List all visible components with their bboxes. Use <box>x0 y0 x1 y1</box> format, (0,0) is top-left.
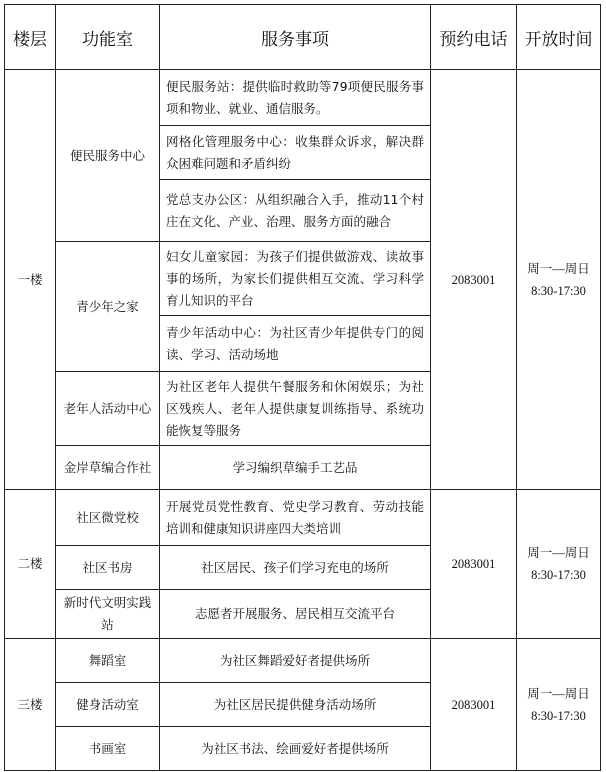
header-hours: 开放时间 <box>517 5 601 70</box>
floor-cell: 三楼 <box>5 639 56 771</box>
header-phone: 预约电话 <box>431 5 517 70</box>
hours-cell: 周一—周日 8:30-17:30 <box>517 70 601 490</box>
service-cell: 青少年活动中心：为社区青少年提供专门的阅读、学习、活动场地 <box>160 316 431 372</box>
service-cell: 妇女儿童家园：为孩子们提供做游戏、读故事事的场所，为家长们提供相互交流、学习科学育儿知识的平台 <box>160 242 431 316</box>
room-cell: 青少年之家 <box>56 242 160 372</box>
phone-cell: 2083001 <box>431 70 517 490</box>
room-cell: 便民服务中心 <box>56 70 160 242</box>
room-cell: 老年人活动中心 <box>56 372 160 446</box>
service-cell: 为社区书法、绘画爱好者提供场所 <box>160 727 431 771</box>
service-cell: 学习编织草编手工艺品 <box>160 446 431 490</box>
header-row <box>5 5 601 70</box>
room-cell: 社区微党校 <box>56 490 160 546</box>
service-schedule-table <box>4 4 601 771</box>
service-cell: 为社区居民提供健身活动场所 <box>160 683 431 727</box>
service-cell: 网格化管理服务中心：收集群众诉求，解决群众困难问题和矛盾纠纷 <box>160 126 431 180</box>
table-row <box>5 639 601 683</box>
hours-cell: 周一—周日 8:30-17:30 <box>517 639 601 771</box>
service-cell: 开展党员党性教育、党史学习教育、劳动技能培训和健康知识讲座四大类培训 <box>160 490 431 546</box>
hours-cell: 周一—周日 8:30-17:30 <box>517 490 601 639</box>
room-cell: 社区书房 <box>56 546 160 590</box>
service-cell: 社区居民、孩子们学习充电的场所 <box>160 546 431 590</box>
table-row <box>5 70 601 126</box>
phone-cell: 2083001 <box>431 639 517 771</box>
floor-cell: 一楼 <box>5 70 56 490</box>
service-cell: 党总支办公区：从组织融合入手，推动11个村庄在文化、产业、治理、服务方面的融合 <box>160 180 431 242</box>
table-row <box>5 490 601 546</box>
room-cell: 新时代文明实践站 <box>56 590 160 639</box>
header-service: 服务事项 <box>160 5 431 70</box>
service-cell: 为社区舞蹈爱好者提供场所 <box>160 639 431 683</box>
room-cell: 金岸草编合作社 <box>56 446 160 490</box>
service-cell: 为社区老年人提供午餐服务和休闲娱乐；为社区残疾人、老年人提供康复训练指导、系统功能恢复等服务 <box>160 372 431 446</box>
service-cell: 志愿者开展服务、居民相互交流平台 <box>160 590 431 639</box>
room-cell: 舞蹈室 <box>56 639 160 683</box>
header-floor: 楼层 <box>5 5 56 70</box>
room-cell: 健身活动室 <box>56 683 160 727</box>
floor-cell: 二楼 <box>5 490 56 639</box>
room-cell: 书画室 <box>56 727 160 771</box>
phone-cell: 2083001 <box>431 490 517 639</box>
header-room: 功能室 <box>56 5 160 70</box>
service-cell: 便民服务站：提供临时救助等79项便民服务事项和物业、就业、通信服务。 <box>160 70 431 126</box>
